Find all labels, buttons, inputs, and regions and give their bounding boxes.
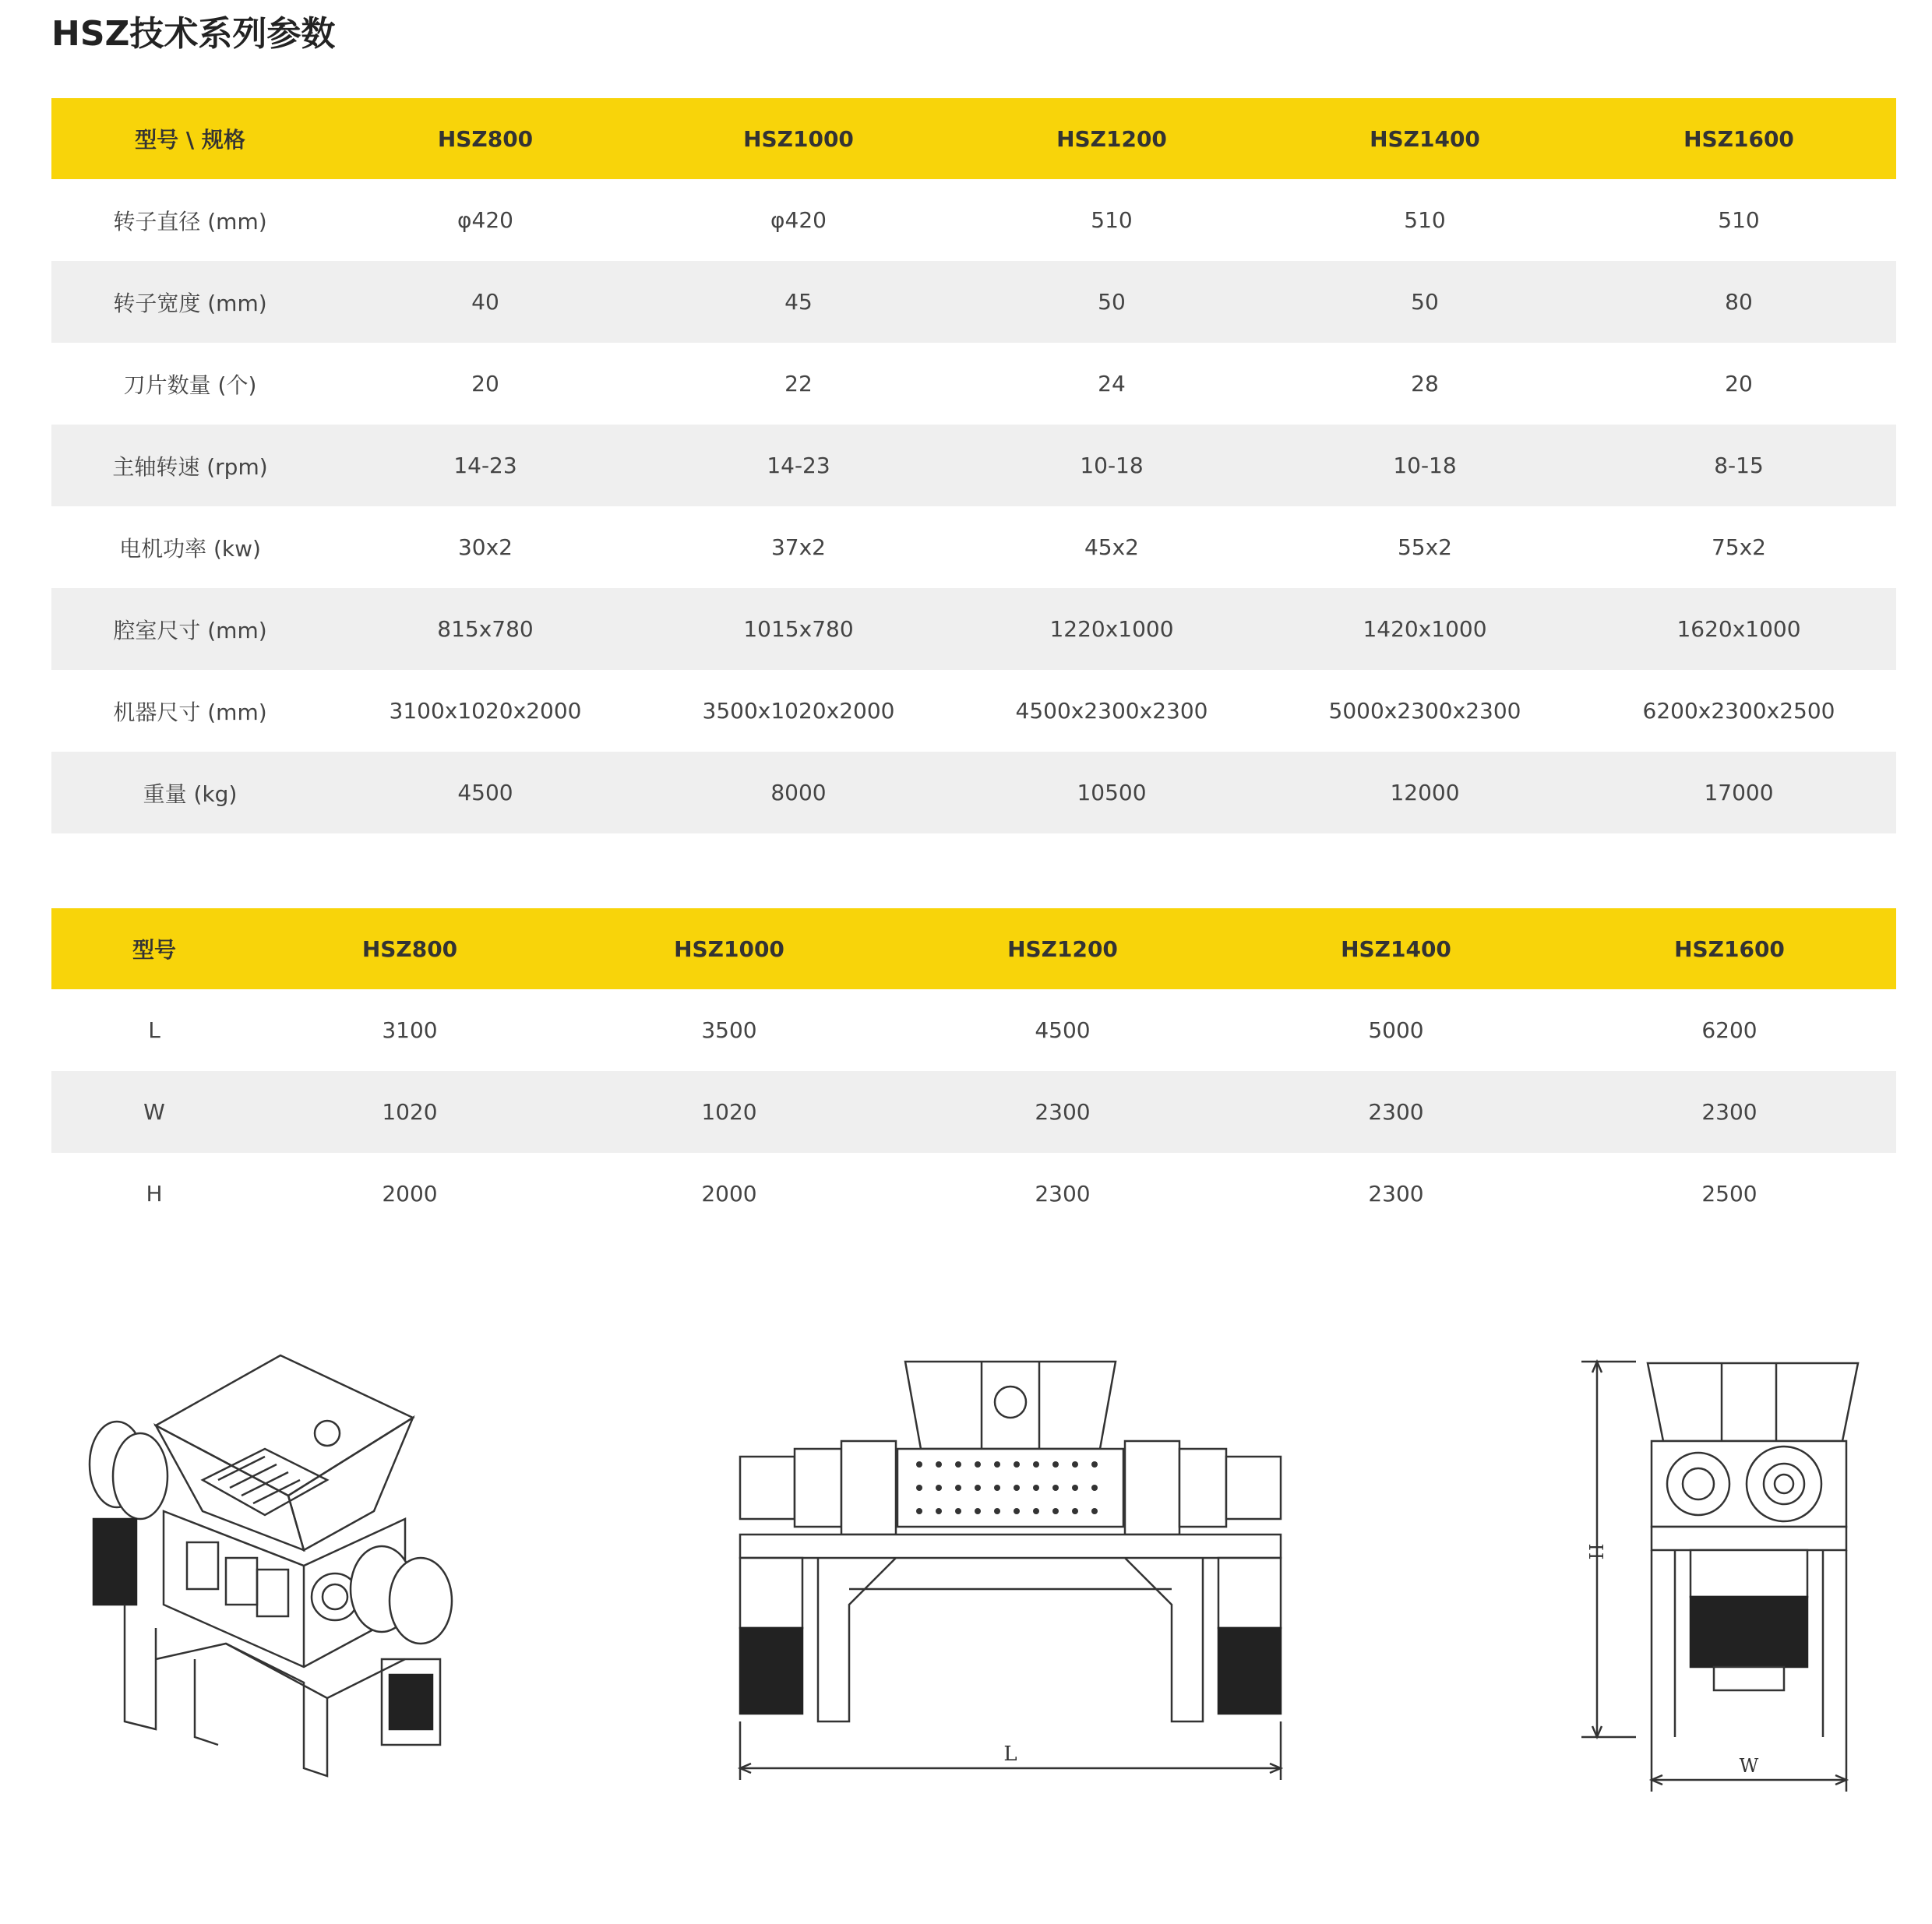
table-cell: 6200x2300x2500 bbox=[1642, 698, 1835, 724]
dimension-table-header-row bbox=[51, 908, 1896, 989]
table-cell: 3100 bbox=[382, 1017, 438, 1043]
table-row bbox=[51, 1153, 1896, 1235]
table-cell: 28 bbox=[1411, 371, 1439, 396]
table-cell: 2300 bbox=[1368, 1181, 1424, 1207]
table-cell: 2000 bbox=[382, 1181, 438, 1207]
width-dimension-label: W bbox=[1739, 1755, 1759, 1777]
table-cell: 3500 bbox=[701, 1017, 757, 1043]
table-cell: 1015x780 bbox=[642, 588, 955, 670]
dimension-header-hsz1000: HSZ1000 bbox=[562, 908, 896, 989]
table-cell: 6200 bbox=[1701, 1017, 1757, 1043]
dimension-header-hsz800: HSZ800 bbox=[257, 908, 562, 989]
table-cell: 8000 bbox=[642, 752, 955, 833]
row-label: H bbox=[146, 1181, 163, 1207]
table-cell: 2500 bbox=[1701, 1181, 1757, 1207]
table-cell: 5000 bbox=[1368, 1017, 1424, 1043]
dimension-header-hsz1400: HSZ1400 bbox=[1229, 908, 1563, 989]
table-cell: 1020 bbox=[562, 1071, 896, 1153]
isometric-drawing bbox=[70, 1332, 506, 1792]
table-cell: 20 bbox=[471, 371, 499, 396]
table-cell: 50 bbox=[1268, 261, 1581, 343]
table-cell: 4500x2300x2300 bbox=[1015, 698, 1208, 724]
table-row bbox=[51, 179, 1896, 261]
dimension-header-hsz1200: HSZ1200 bbox=[896, 908, 1229, 989]
spec-header-hsz1200: HSZ1200 bbox=[955, 98, 1268, 179]
dimension-header-hsz1600: HSZ1600 bbox=[1563, 908, 1896, 989]
row-label: 腔室尺寸 (mm) bbox=[51, 588, 329, 670]
spec-header-model-spec: 型号 \ 规格 bbox=[51, 98, 329, 179]
row-label: L bbox=[148, 1017, 160, 1043]
table-cell: 14-23 bbox=[642, 425, 955, 506]
row-label: W bbox=[51, 1071, 257, 1153]
table-cell: 22 bbox=[784, 371, 813, 396]
table-cell: 50 bbox=[955, 261, 1268, 343]
table-cell: 815x780 bbox=[329, 588, 642, 670]
row-label: 电机功率 (kw) bbox=[119, 535, 261, 562]
table-cell: 2300 bbox=[1563, 1071, 1896, 1153]
table-cell: φ420 bbox=[770, 207, 827, 233]
dimension-table bbox=[51, 908, 1896, 1235]
table-cell: 1020 bbox=[257, 1071, 562, 1153]
table-cell: 3100x1020x2000 bbox=[389, 698, 582, 724]
table-cell: 37x2 bbox=[770, 534, 826, 560]
spec-table bbox=[51, 98, 1896, 833]
table-cell: 30x2 bbox=[457, 534, 513, 560]
spec-header-hsz1400: HSZ1400 bbox=[1268, 98, 1581, 179]
table-cell: 45 bbox=[642, 261, 955, 343]
table-cell: 17000 bbox=[1581, 752, 1896, 833]
table-cell: 5000x2300x2300 bbox=[1328, 698, 1521, 724]
table-row bbox=[51, 343, 1896, 425]
height-dimension-label: H bbox=[1585, 1543, 1606, 1560]
table-cell: 510 bbox=[1718, 207, 1760, 233]
technical-drawings bbox=[0, 1309, 1932, 1823]
table-cell: 2000 bbox=[701, 1181, 757, 1207]
spec-header-hsz800: HSZ800 bbox=[329, 98, 642, 179]
dimension-header-model: 型号 bbox=[51, 908, 257, 989]
table-cell: 1420x1000 bbox=[1268, 588, 1581, 670]
table-cell: 2300 bbox=[896, 1071, 1229, 1153]
row-label: 转子直径 (mm) bbox=[113, 208, 267, 234]
side-view-drawing bbox=[1574, 1348, 1870, 1799]
table-cell: 75x2 bbox=[1711, 534, 1766, 560]
table-cell: 45x2 bbox=[1084, 534, 1139, 560]
spec-table-header-row bbox=[51, 98, 1896, 179]
table-cell: 14-23 bbox=[329, 425, 642, 506]
table-cell: 10-18 bbox=[1268, 425, 1581, 506]
table-cell: 10-18 bbox=[955, 425, 1268, 506]
row-label: 转子宽度 (mm) bbox=[51, 261, 329, 343]
table-cell: 10500 bbox=[955, 752, 1268, 833]
page-title: HSZ技术系列参数 bbox=[51, 14, 336, 54]
table-row bbox=[51, 425, 1896, 506]
table-row bbox=[51, 506, 1896, 588]
table-row bbox=[51, 670, 1896, 752]
spec-header-hsz1600: HSZ1600 bbox=[1581, 98, 1896, 179]
row-label: 重量 (kg) bbox=[51, 752, 329, 833]
table-cell: 510 bbox=[1091, 207, 1133, 233]
row-label: 主轴转速 (rpm) bbox=[51, 425, 329, 506]
row-label: 机器尺寸 (mm) bbox=[113, 699, 267, 725]
table-cell: 20 bbox=[1725, 371, 1753, 396]
table-cell: 1620x1000 bbox=[1581, 588, 1896, 670]
table-row bbox=[51, 261, 1896, 343]
table-cell: 4500 bbox=[329, 752, 642, 833]
table-row bbox=[51, 989, 1896, 1071]
table-cell: 2300 bbox=[1229, 1071, 1563, 1153]
table-cell: 24 bbox=[1098, 371, 1126, 396]
table-cell: 12000 bbox=[1268, 752, 1581, 833]
spec-header-hsz1000: HSZ1000 bbox=[642, 98, 955, 179]
table-cell: 80 bbox=[1581, 261, 1896, 343]
table-cell: 55x2 bbox=[1397, 534, 1452, 560]
table-row bbox=[51, 1071, 1896, 1153]
table-row bbox=[51, 588, 1896, 670]
table-cell: 3500x1020x2000 bbox=[702, 698, 895, 724]
length-dimension-label: L bbox=[1003, 1743, 1017, 1766]
front-view-drawing bbox=[724, 1355, 1285, 1792]
table-cell: 1220x1000 bbox=[955, 588, 1268, 670]
table-cell: 2300 bbox=[1035, 1181, 1091, 1207]
table-cell: 40 bbox=[329, 261, 642, 343]
table-cell: 8-15 bbox=[1581, 425, 1896, 506]
table-row bbox=[51, 752, 1896, 833]
table-cell: 510 bbox=[1404, 207, 1446, 233]
row-label: 刀片数量 (个) bbox=[123, 372, 257, 398]
table-cell: 4500 bbox=[1035, 1017, 1091, 1043]
table-cell: φ420 bbox=[457, 207, 513, 233]
